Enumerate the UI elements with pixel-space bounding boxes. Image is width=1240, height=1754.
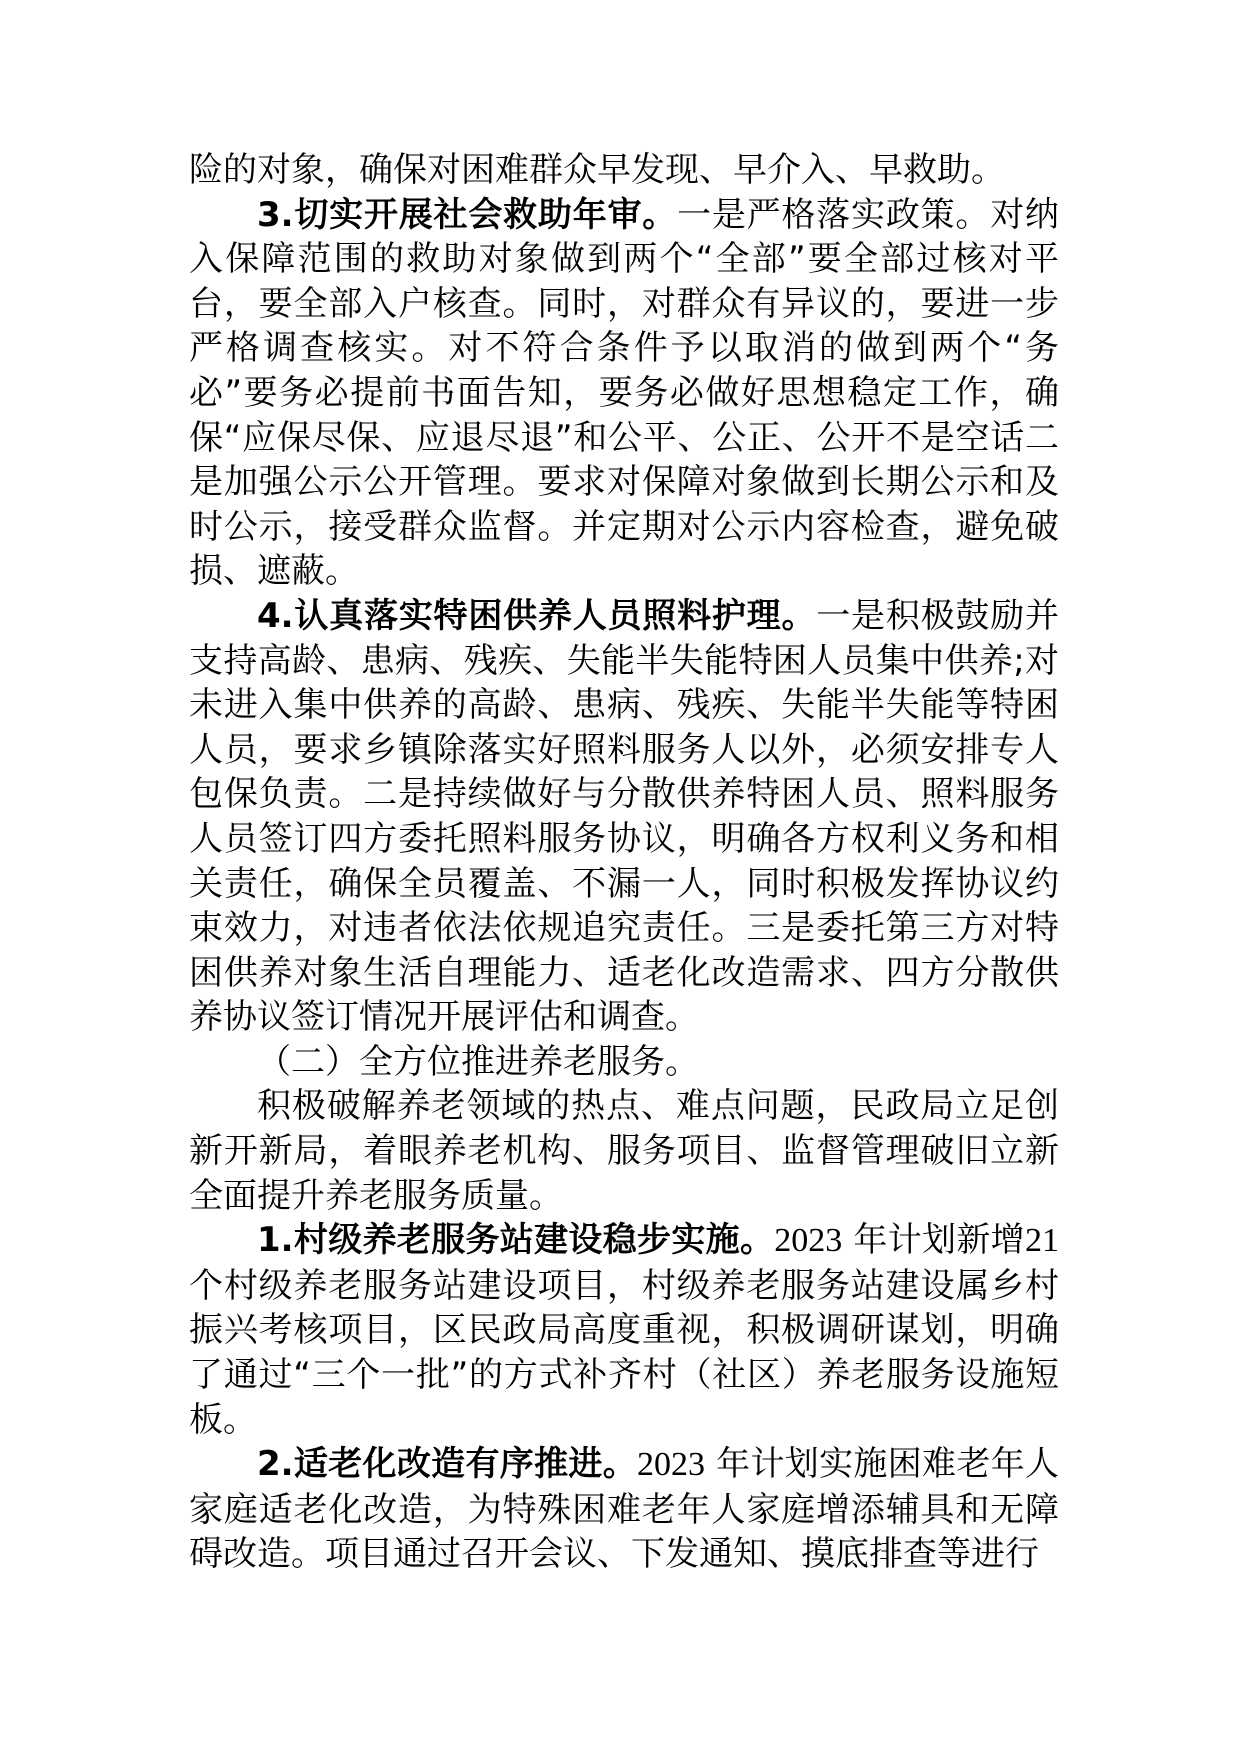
item-body-continued: 个村级养老服务站建设项目，村级养老服务站建设属乡村振兴考核项目，区民政局高度重视，积极调研谋划，明确了通过“三个一批”的方式补齐村（社区）养老服务设施短板。 [189,1265,1059,1440]
section-heading: （二）全方位推进养老服务。 [257,1041,699,1082]
document-body [189,148,1059,1577]
paragraph-continuation: 险的对象，确保对困难群众早发现、早介入、早救助。 [189,150,1005,190]
paragraph-annual-review [189,193,1059,594]
item-heading: 3.切实开展社会救助年审。 [257,194,678,235]
item-heading: 2.适老化改造有序推进。 [257,1444,638,1485]
item-body: 年计划新增 [853,1220,1025,1261]
paragraph-care-services [189,594,1059,1040]
paragraph-intro: 积极破解养老领域的热点、难点问题，民政局立足创新开新局，着眼养老机构、服务项目、监督管理破旧立新全面提升养老服务质量。 [189,1086,1059,1216]
paragraph-village-stations [189,1218,1059,1442]
item-body: 一是积极鼓励并支持高龄、患病、残疾、失能半失能特困人员集中供养;对未进入集中供养的高龄、患病、残疾、失能半失能等特困人员，要求乡镇除落实好照料服务人以外，必须安排专人包保负责。二是持续做好与分散供养特困人员、照料服务人员签订四方委托照料服务协议，明确各方权利义务和相关责任，确保全员覆盖、不漏一人，同时积极发挥协议约束效力，对违者依法依规追究责任。三是委托第三方对特困供养对象生活自理能力、适老化改造需求、四方分散供养协议签订情况开展评估和调查。 [189,595,1060,1038]
year-number: 2023 [637,1446,706,1484]
year-number: 2023 [774,1222,843,1260]
item-body: 年计划实施困难老年人家庭适老化改造，为特殊困难老年人家庭增添辅具和无障碍改造。项目通过召开会议、下发通知、摸底排查等进行 [189,1444,1060,1575]
item-heading: 1.村级养老服务站建设稳步实施。 [257,1220,775,1261]
paragraph-aging-retrofit [189,1442,1059,1577]
count-number: 21 [1025,1222,1059,1260]
item-heading: 4.认真落实特困供养人员照料护理。 [257,595,817,636]
item-body: 一是严格落实政策。对纳入保障范围的救助对象做到两个“全部”要全部过核对平台，要全部入户核查。同时，对群众有异议的，要进一步严格调查核实。对不符合条件予以取消的做到两个“务必”要务必提前书面告知，要务必做好思想稳定工作，确保“应保尽保、应退尽退”和公平、公正、公开不是空话二是加强公示公开管理。要求对保障对象做到长期公示和及时公示，接受群众监督。并定期对公示内容检查，避免破损、遮蔽。 [189,194,1059,592]
